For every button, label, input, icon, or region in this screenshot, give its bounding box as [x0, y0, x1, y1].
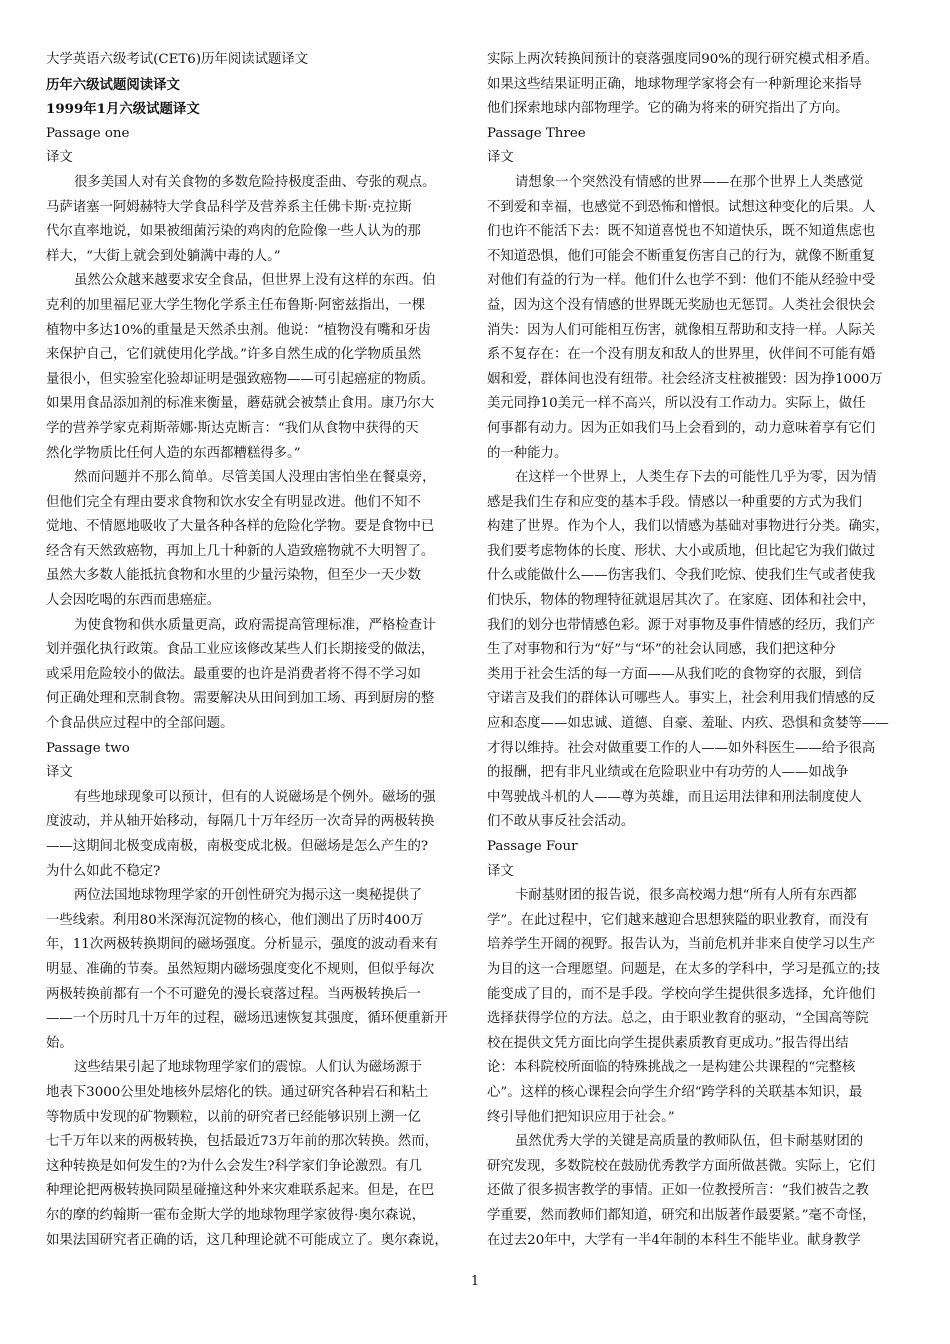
text-line: 这种转换是如何发生的?为什么会发生?科学家们争论激烈。有几: [46, 1158, 422, 1174]
text-line: 年，11次两极转换期间的磁场强度。分析显示，强度的波动看来有: [46, 937, 438, 953]
text-line: 如果这些结果证明正确，地球物理学家将会有一种新理论来指导: [487, 76, 862, 92]
text-line: 学的营养学家克莉斯蒂娜·斯达克断言：“我们从食物中获得的天: [46, 420, 419, 436]
text-line: 论：本科院校所面临的特殊挑战之一是构建公共课程的“完整核: [487, 1060, 856, 1076]
text-line: 有些地球现象可以预计，但有的人说磁场是个例外。磁场的强: [74, 789, 436, 805]
left-column: [46, 48, 460, 1253]
text-line: 如果法国研究者正确的话，这几种理论就不可能成立了。奥尔森说，: [46, 1232, 448, 1248]
text-line: 请想象一个突然没有情感的世界——在那个世界上人类感觉: [515, 174, 864, 190]
text-line: 然化学物质比任何人造的东西都糟糕得多。”: [46, 445, 301, 461]
exam-title: 1999年1月六级试题译文: [46, 101, 200, 118]
text-line: 个食品供应过程中的全部问题。: [46, 716, 234, 732]
text-line: 对他们有益的行为一样。他们什么也学不到：他们不能从经验中受: [487, 273, 876, 289]
text-line: 不到爱和幸福，也感觉不到恐怖和憎恨。试想这种变化的后果。人: [487, 199, 876, 215]
paragraph: [46, 786, 460, 884]
text-line: 七千万年以来的两极转换，包括最近73万年前的那次转换。然而，: [46, 1134, 438, 1150]
text-line: 构建了世界。作为个人，我们以情感为基础对事物进行分类。确实，: [487, 519, 889, 535]
text-line: ——一个历时几十万年的过程，磁场迅速恢复其强度，循环便重新开: [46, 1011, 448, 1027]
passage-heading: Passage two: [46, 740, 130, 756]
text-line: 美元同挣10美元一样不高兴，所以没有工作动力。实际上，做任: [487, 396, 866, 412]
text-line: 心”。这样的核心课程会向学生介绍“跨学科的关联基本知识，最: [487, 1084, 863, 1100]
text-line: 两位法国地球物理学家的开创性研究为揭示这一奥秘提供了: [74, 888, 423, 904]
text-line: 人会因吃喝的东西而患癌症。: [46, 593, 221, 609]
text-line: 何事都有动力。因为正如我们马上会看到的，动力意味着享有它们: [487, 420, 876, 436]
text-line: 然而问题并不那么简单。尽管美国人没理由害怕坐在餐桌旁，: [74, 470, 436, 486]
text-line: 马萨诸塞一阿姆赫特大学食品科学及营养系主任佛卡斯·克拉斯: [46, 199, 412, 215]
translation-label: 译文: [487, 863, 514, 879]
text-line: 或采用危险较小的做法。最重要的也许是消费者将不得不学习如: [46, 666, 421, 682]
text-line: 样大，“大街上就会到处躺满中毒的人。”: [46, 248, 281, 264]
text-line: 为使食物和供水质量更高，政府需提高管理标准，严格检查计: [74, 617, 436, 633]
passage-heading: Passage Three: [487, 125, 586, 141]
text-line: 一些线索。利用80米深海沉淀物的核心，他们测出了历时400万: [46, 912, 424, 928]
text-line: 学重要，然而教师们都知道，研究和出版著作最要紧。”毫不奇怪，: [487, 1207, 876, 1223]
text-line: 虽然优秀大学的关键是高质量的教师队伍，但卡耐基财团的: [515, 1134, 864, 1150]
translation-label: 译文: [487, 150, 514, 166]
text-line: 在过去20年中，大学有一半4年制的本科生不能毕业。献身教学: [487, 1232, 861, 1248]
text-line: 如果用食品添加剂的标准来衡量，蘑菇就会被禁止食用。康乃尔大: [46, 396, 435, 412]
section-title: 历年六级试题阅读译文: [46, 76, 180, 93]
text-line: 感是我们生存和应变的基本手段。情感以一种重要的方式为我们: [487, 494, 862, 510]
text-line: 很多美国人对有关食物的多数危险持极度歪曲、夸张的观点。: [74, 174, 436, 190]
text-line: 还做了很多损害教学的事情。正如一位教授所言：“我们被告之教: [487, 1183, 869, 1199]
text-line: 实际上两次转换间预计的衰落强度同90%的现行研究模式相矛盾。: [487, 52, 879, 67]
text-line: 经含有天然致癌物，再加上几十种新的人造致癌物就不大明智了。: [46, 543, 435, 559]
text-line: 的报酬，把有非凡业绩或在危险职业中有功劳的人——如战争: [487, 765, 849, 781]
text-line: 始。: [46, 1035, 73, 1051]
paragraph: [487, 466, 901, 835]
text-line: 地表下3000公里处地核外层熔化的铁。通过研究各种岩石和粘土: [46, 1084, 429, 1100]
text-line: 们快乐，物体的物理特征就退居其次了。在家庭、团体和社会中，: [487, 593, 876, 609]
text-line: 代尔直率地说，如果被细菌污染的鸡肉的危险像一些人认为的那: [46, 224, 421, 240]
translation-label: 译文: [46, 150, 73, 166]
text-line: 什么或能做什么——伤害我们、令我们吃惊、使我们生气或者使我: [487, 568, 876, 584]
right-column: [487, 48, 901, 1253]
text-line: 卡耐基财团的报告说，很多高校竭力想“所有人所有东西都: [515, 888, 857, 904]
text-line: 培养学生开阔的视野。报告认为，当前危机并非来自使学习以生产: [487, 937, 876, 953]
text-line: 选择获得学位的方法。总之，由于职业教育的驱动，“全国高等院: [487, 1011, 869, 1027]
paragraph: [46, 884, 460, 1056]
paragraph: [46, 614, 460, 737]
passage-heading: Passage one: [46, 125, 130, 141]
paragraph: [487, 48, 901, 122]
text-line: 研究发现，多数院校在鼓励优秀教学方面所做甚微。实际上，它们: [487, 1158, 876, 1174]
text-line: 虽然公众越来越要求安全食品，但世界上没有这样的东西。伯: [74, 273, 436, 289]
passage-heading: Passage Four: [487, 839, 578, 854]
text-line: 的一种能力。: [487, 445, 568, 461]
text-line: 两极转换前都有一个不可避免的漫长衰落过程。当两极转换后一: [46, 986, 421, 1002]
text-line: 何正确处理和烹制食物。需要解决从田间到加工场、再到厨房的整: [46, 691, 435, 707]
text-line: 等物质中发现的矿物颗粒，以前的研究者已经能够识别上溯一亿: [46, 1109, 421, 1125]
page-number: 1: [470, 1274, 480, 1289]
text-line: 克利的加里福尼亚大学生物化学系主任布鲁斯·阿密兹指出，一棵: [46, 297, 426, 313]
paragraph: [46, 269, 460, 466]
text-line: 不知道恐惧，他们可能会不断重复伤害自己的行为，就像不断重复: [487, 248, 876, 264]
paragraph: [487, 171, 901, 466]
text-line: 消失：因为人们可能相互伤害，就像相互帮助和支持一样。人际关: [487, 322, 876, 338]
text-line: 明显、准确的节奏。虽然短期内磁场强度变化不规则，但似乎每次: [46, 961, 435, 977]
paragraph: [46, 171, 460, 269]
text-line: 我们的划分也带情感色彩。源于对事物及事件情感的经历，我们产: [487, 617, 876, 633]
text-line: 学”。在此过程中，它们越来越迎合思想狭隘的职业教育，而没有: [487, 912, 869, 928]
paragraph: [46, 1056, 460, 1253]
text-line: 才得以维持。社会对做重要工作的人——如外科医生——给予很高: [487, 740, 876, 756]
text-line: 这些结果引起了地球物理学家们的震惊。人们认为磁场源于: [74, 1060, 423, 1076]
text-line: 类用于社会生活的每一方面——从我们吃的食物穿的衣服，到信: [487, 666, 862, 682]
text-line: 为什么如此不稳定?: [46, 863, 161, 879]
text-line: 在这样一个世界上，人类生存下去的可能性几乎为零，因为情: [515, 470, 877, 486]
text-line: 我们要考虑物体的长度、形状、大小或质地，但比起它为我们做过: [487, 543, 876, 559]
text-line: 系不复存在：在一个没有朋友和敌人的世界里，伙伴间不可能有婚: [487, 347, 876, 363]
doc-title: 大学英语六级考试(CET6)历年阅读试题译文: [46, 52, 309, 67]
text-line: 们也许不能活下去：既不知道喜悦也不知道快乐，既不知道焦虑也: [487, 224, 876, 240]
text-line: 姻和爱，群体间也没有纽带。社会经济支柱被摧毁：因为挣1000万: [487, 371, 883, 387]
text-line: 为目的这一合理愿望。问题是，在太多的学科中，学习是孤立的;技: [487, 961, 880, 977]
text-line: 益，因为这个没有情感的世界既无奖励也无惩罚。人类社会很快会: [487, 297, 876, 313]
text-line: 终引导他们把知识应用于社会。”: [487, 1109, 675, 1125]
text-line: 植物中多达10%的重量是天然杀虫剂。他说：“植物没有嘴和牙齿: [46, 322, 431, 338]
text-line: 但他们完全有理由要求食物和饮水安全有明显改进。他们不知不: [46, 494, 421, 510]
text-line: 觉地、不情愿地吸收了大量各种各样的危险化学物。要是食物中已: [46, 519, 435, 535]
text-line: ——这期间北极变成南极，南极变成北极。但磁场是怎么产生的?: [46, 839, 429, 854]
paragraph: [487, 884, 901, 1130]
text-line: 度波动，并从轴开始移动，每隔几十万年经历一次奇异的两极转换: [46, 814, 435, 830]
text-line: 他们探索地球内部物理学。它的确为将来的研究指出了方向。: [487, 101, 849, 117]
translation-label: 译文: [46, 765, 73, 781]
text-line: 种理论把两极转换同陨星碰撞这种外来灾难联系起来。但是，在巴: [46, 1183, 435, 1199]
text-line: 校在提供文凭方面比向学生提供素质教育更成功。”报告得出结: [487, 1035, 849, 1051]
paragraph: [46, 466, 460, 614]
text-line: 们不敢从事反社会活动。: [487, 814, 635, 830]
text-line: 尔的摩的约翰斯一霍布金斯大学的地球物理学家彼得·奥尔森说，: [46, 1207, 426, 1223]
paragraph: [487, 1130, 901, 1253]
text-line: 虽然大多数人能抵抗食物和水里的少量污染物，但至少一天少数: [46, 568, 421, 584]
text-line: 来保护自己，它们就使用化学战。”许多自然生成的化学物质虽然: [46, 347, 422, 363]
text-line: 中驾驶战斗机的人——尊为英雄，而且运用法律和刑法制度使人: [487, 789, 862, 805]
text-line: 划并强化执行政策。食品工业应该修改某些人们长期接受的做法，: [46, 642, 435, 658]
text-line: 能变成了目的，而不是手段。学校向学生提供很多选择，允许他们: [487, 986, 876, 1002]
text-line: 生了对事物和行为“好”与“坏”的社会认同感，我们把这种分: [487, 642, 836, 658]
text-line: 应和态度——如忠诚、道德、自豪、羞耻、内疚、恐惧和贪婪等——: [487, 716, 889, 732]
text-line: 守诺言及我们的群体认可哪些人。事实上，社会利用我们情感的反: [487, 691, 876, 707]
text-line: 量很小，但实验室化验却证明是强致癌物——可引起癌症的物质。: [46, 371, 435, 387]
